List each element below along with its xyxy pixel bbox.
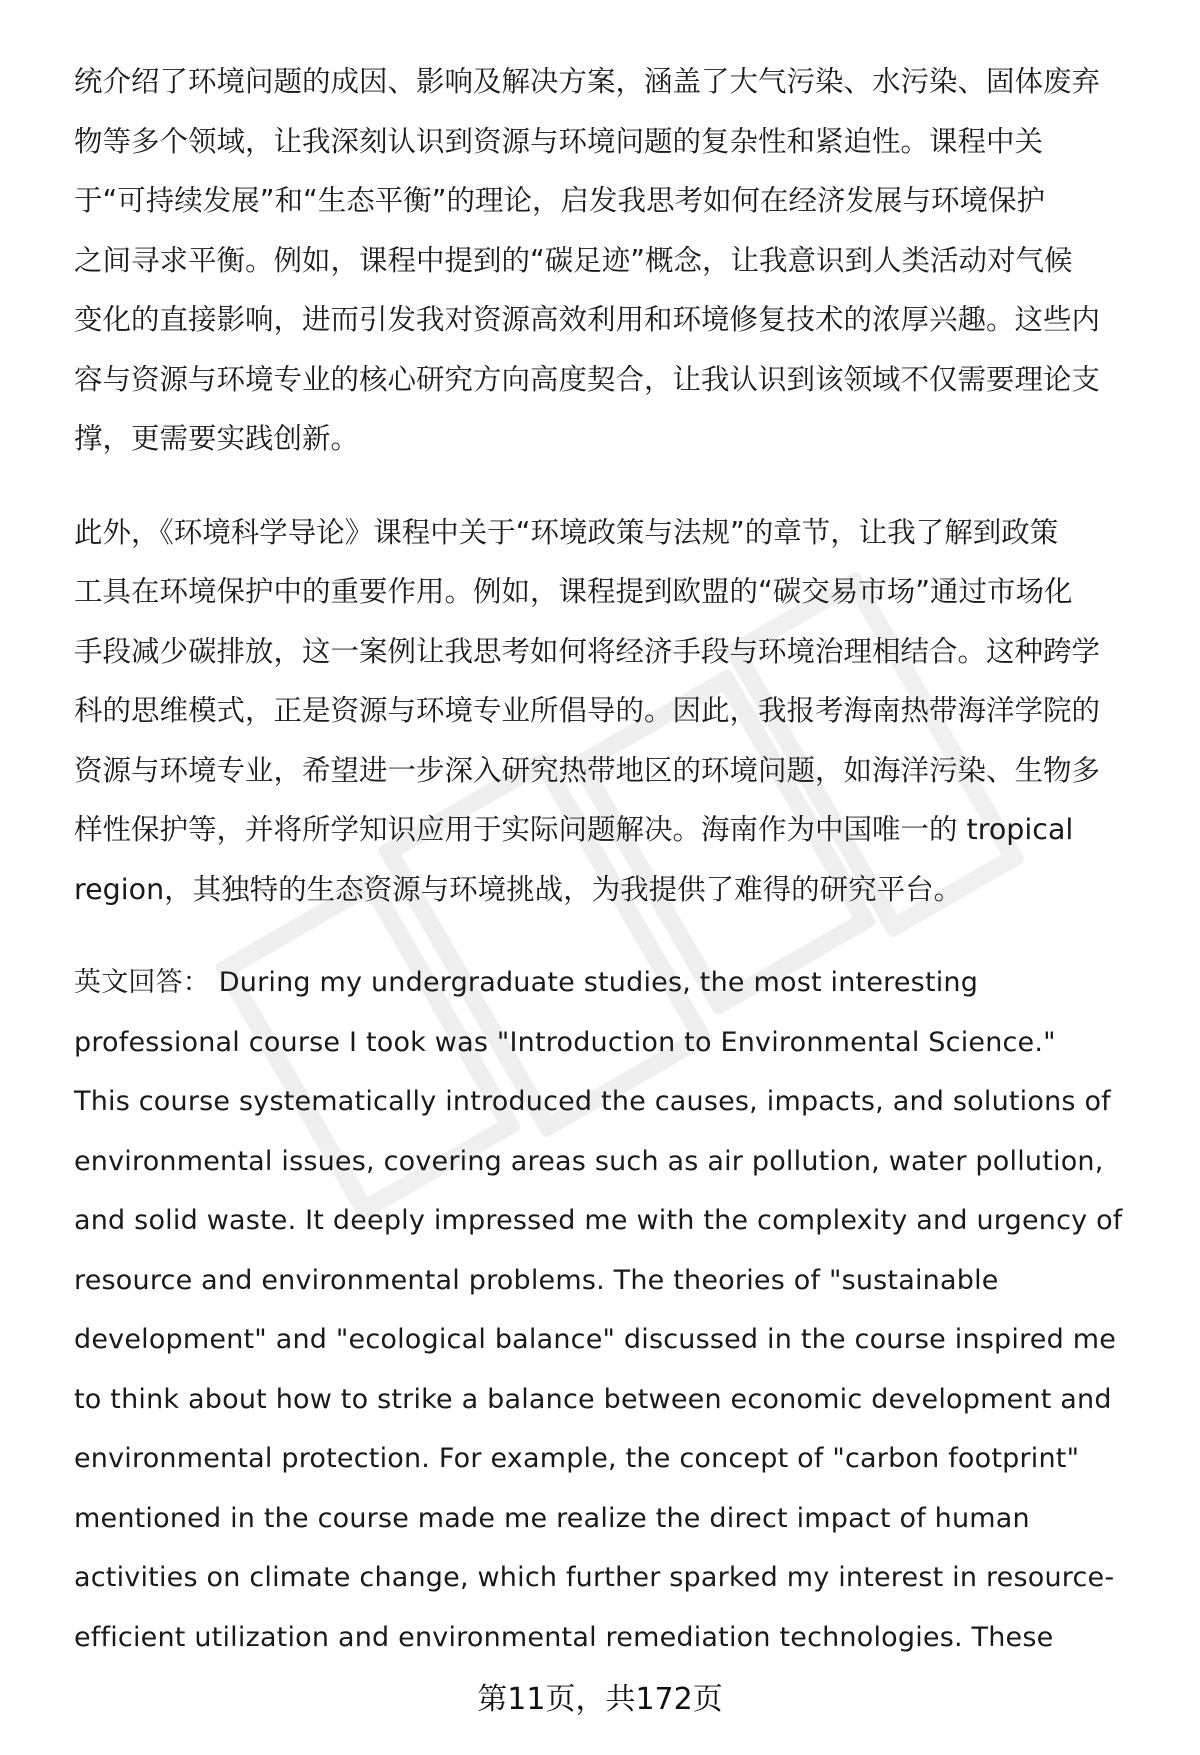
text-line: mentioned in the course made me realize the direct impact of human: [74, 1502, 1030, 1534]
text-line: and solid waste. It deeply impressed me with the complexity and urgency of: [74, 1205, 1123, 1236]
text-line: 工具在环境保护中的重要作用。例如，课程提到欧盟的“碳交易市场”通过市场化: [74, 575, 1073, 608]
text-line: environmental issues, covering areas such as air pollution, water pollution,: [74, 1145, 1104, 1177]
text-line: 撑，更需要实践创新。: [74, 422, 360, 455]
text-line: development" and "ecological balance" discussed in the course inspired me: [74, 1324, 1117, 1355]
paragraph-english-answer: [74, 953, 1154, 1667]
paragraph-policy-cn: [74, 503, 1154, 920]
text-line: 容与资源与环境专业的核心研究方向高度契合，让我认识到该领域不仅需要理论支: [74, 362, 1101, 396]
text-line: 英文回答： During my undergraduate studies, the most interesting: [74, 967, 979, 998]
text-line: efficient utilization and environmental remediation technologies. These: [74, 1621, 1054, 1653]
page-content: [74, 52, 1154, 1701]
text-line: to think about how to strike a balance between economic development and: [74, 1383, 1112, 1415]
text-line: activities on climate change, which further sparked my interest in resource-: [74, 1562, 1115, 1593]
text-line: 之间寻求平衡。例如，课程中提到的“碳足迹”概念，让我意识到人类活动对气候: [74, 243, 1073, 277]
text-line: 样性保护等，并将所学知识应用于实际问题解决。海南作为中国唯一的 tropical: [74, 813, 1074, 846]
text-line: resource and environmental problems. The theories of "sustainable: [74, 1264, 999, 1296]
text-line: professional course I took was "Introduction to Environmental Science.": [74, 1026, 1056, 1058]
text-line: 此外，《环境科学导论》课程中关于“环境政策与法规”的章节，让我了解到政策: [74, 515, 1059, 549]
text-line: 科的思维模式，正是资源与环境专业所倡导的。因此，我报考海南热带海洋学院的: [74, 694, 1101, 727]
text-line: 物等多个领域，让我深刻认识到资源与环境问题的复杂性和紧迫性。课程中关: [74, 124, 1044, 158]
text-line: 于“可持续发展”和“生态平衡”的理论，启发我思考如何在经济发展与环境保护: [74, 184, 1046, 217]
text-line: 统介绍了环境问题的成因、影响及解决方案，涵盖了大气污染、水污染、固体废弃: [74, 65, 1101, 98]
paragraph-course-intro-cn: [74, 52, 1154, 469]
text-line: 资源与环境专业，希望进一步深入研究热带地区的环境问题，如海洋污染、生物多: [74, 753, 1101, 787]
text-line: environmental protection. For example, the concept of "carbon footprint": [74, 1443, 1080, 1474]
text-line: 变化的直接影响，进而引发我对资源高效利用和环境修复技术的浓厚兴趣。这些内: [74, 303, 1101, 336]
page-number: 第11页，共172页: [477, 1682, 723, 1717]
text-line: 手段减少碳排放，这一案例让我思考如何将经济手段与环境治理相结合。这种跨学: [74, 634, 1101, 668]
text-line: This course systematically introduced the causes, impacts, and solutions of: [74, 1086, 1111, 1117]
text-line: region，其独特的生态资源与环境挑战，为我提供了难得的研究平台。: [74, 872, 963, 906]
